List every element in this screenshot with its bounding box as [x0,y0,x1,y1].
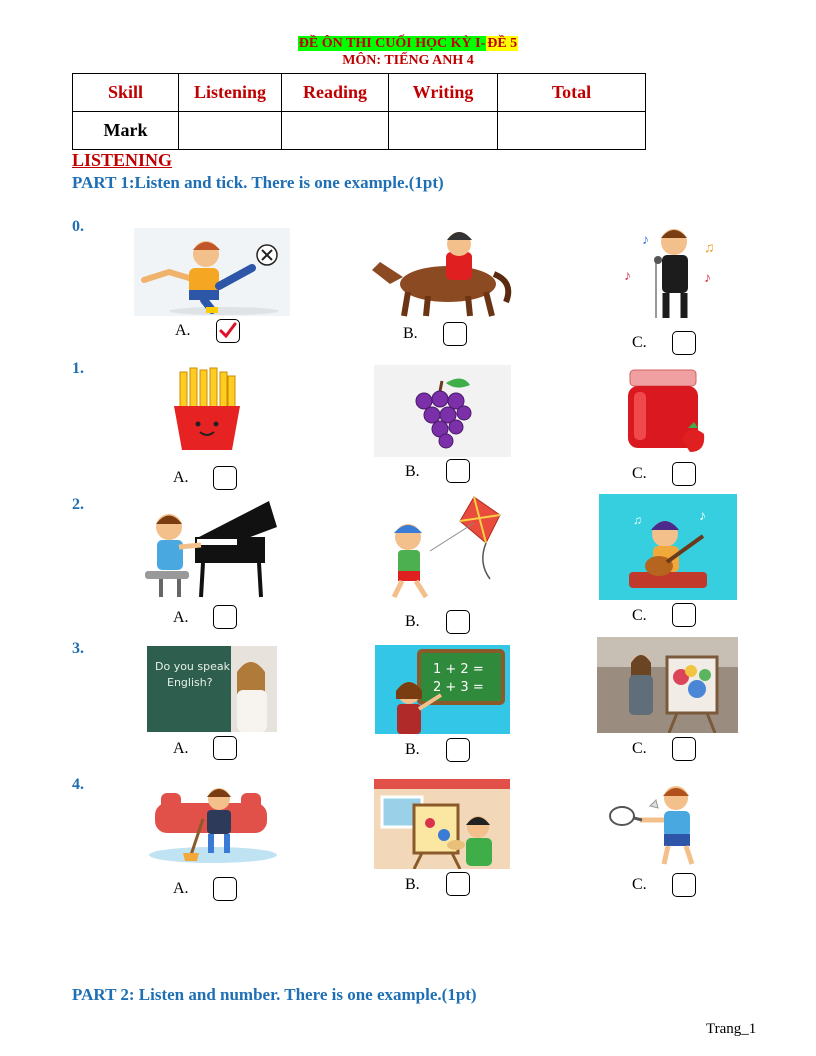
page-number: Trang_1 [706,1021,757,1037]
svg-text:♫: ♫ [704,241,715,256]
document-title [0,36,816,52]
svg-text:2 + 3 =: 2 + 3 = [433,680,484,695]
option-label-c: C. [632,740,647,757]
checkbox-q3-c[interactable] [672,737,696,761]
document-subtitle: MÔN: TIẾNG ANH 4 [342,53,474,68]
mark-listening-cell[interactable] [179,112,282,150]
part2-title: PART 2: Listen and number. There is one example.(1pt) [72,985,477,1004]
option-label-b: B. [405,876,420,893]
option-label-c: C. [632,334,647,351]
picture-boy-playing-guitar [599,494,737,600]
svg-text:♫: ♫ [633,513,642,527]
option-label-b: B. [405,613,420,630]
mark-table [72,73,646,150]
picture-boy-kicking-ball [134,228,290,316]
picture-boy-singing [612,222,724,320]
option-label-a: A. [175,322,191,339]
picture-boy-sweeping-floor [141,773,283,865]
checkbox-q4-c[interactable] [672,873,696,897]
header-writing: Writing [389,74,498,112]
part1-title: PART 1:Listen and tick. There is one example.(1pt) [72,173,444,192]
picture-french-fries [166,366,248,454]
picture-teacher-math-board [375,645,510,734]
option-label-c: C. [632,607,647,624]
question-number: 0. [72,218,84,235]
picture-boy-playing-piano [139,497,280,602]
option-label-a: A. [173,469,189,486]
mark-table-row [73,112,646,150]
mark-label: Mark [73,112,179,150]
checkbox-q0-b[interactable] [443,322,467,346]
option-label-a: A. [173,740,189,757]
picture-boy-flying-kite [378,493,510,603]
picture-boy-playing-badminton [606,776,716,866]
title-exam-number: ĐỀ 5 [487,36,518,51]
picture-strawberry-jam [618,362,714,456]
option-label-b: B. [403,325,418,342]
option-label-c: C. [632,465,647,482]
checkbox-q3-a[interactable] [213,736,237,760]
option-label-a: A. [173,609,189,626]
checkmark-icon [217,320,239,342]
mark-table-header-row [73,74,646,112]
checkbox-q3-b[interactable] [446,738,470,762]
mark-reading-cell[interactable] [282,112,389,150]
checkbox-q2-b[interactable] [446,610,470,634]
svg-text:♪: ♪ [699,509,706,524]
checkbox-q0-a-checked[interactable] [216,319,240,343]
checkbox-q4-b[interactable] [446,872,470,896]
option-label-b: B. [405,741,420,758]
svg-text:Do you speak: Do you speak [155,660,230,673]
header-total: Total [498,74,646,112]
picture-boy-painting-easel [374,779,510,869]
svg-text:♪: ♪ [704,271,711,286]
header-reading: Reading [282,74,389,112]
checkbox-q0-c[interactable] [672,331,696,355]
checkbox-q1-a[interactable] [213,466,237,490]
svg-text:English?: English? [167,676,213,689]
question-number: 2. [72,496,84,513]
picture-grapes [374,365,511,457]
mark-total-cell[interactable] [498,112,646,150]
picture-boy-riding-horse [368,222,516,319]
section-heading: LISTENING [72,150,173,170]
header-listening: Listening [179,74,282,112]
question-number: 3. [72,640,84,657]
title-main: ĐỀ ÔN THI CUỐI HỌC KỲ I- [298,36,486,51]
picture-woman-painting [597,637,738,733]
checkbox-q2-a[interactable] [213,605,237,629]
checkbox-q4-a[interactable] [213,877,237,901]
option-label-c: C. [632,876,647,893]
question-number: 4. [72,776,84,793]
question-number: 1. [72,360,84,377]
mark-writing-cell[interactable] [389,112,498,150]
picture-teacher-at-chalkboard [147,646,277,732]
svg-text:♪: ♪ [642,233,649,248]
option-label-a: A. [173,880,189,897]
checkbox-q1-b[interactable] [446,459,470,483]
checkbox-q1-c[interactable] [672,462,696,486]
checkbox-q2-c[interactable] [672,603,696,627]
option-label-b: B. [405,463,420,480]
svg-text:♪: ♪ [624,269,631,284]
svg-text:1 + 2 =: 1 + 2 = [433,662,484,677]
header-skill: Skill [73,74,179,112]
